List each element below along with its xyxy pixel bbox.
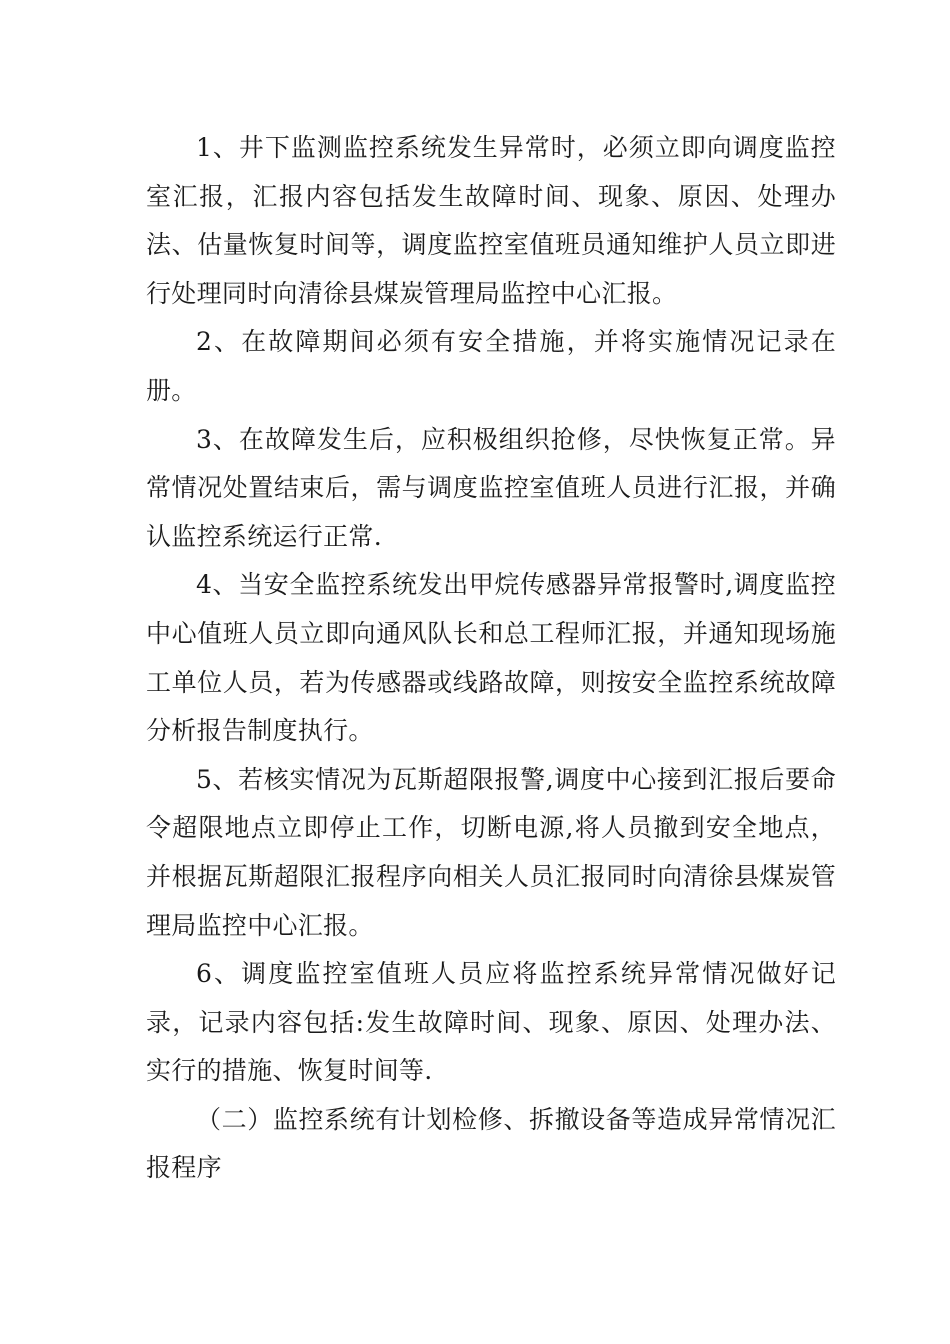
paragraph-item-2: 2、在故障期间必须有安全措施，并将实施情况记录在册。 <box>146 327 836 405</box>
section-heading: （二）监控系统有计划检修、拆撤设备等造成异常情况汇报程序 <box>146 1104 836 1183</box>
paragraph-item-6: 6、调度监控室值班人员应将监控系统异常情况做好记录，记录内容包括:发生故障时间、现象、原因、处理办法、实行的措施、恢复时间等. <box>146 959 836 1086</box>
paragraph-item-3: 3、在故障发生后，应积极组织抢修，尽快恢复正常。异常情况处置结束后，需与调度监控室值班人员进行汇报，并确认监控系统运行正常. <box>146 424 836 551</box>
document-body <box>146 124 836 1193</box>
paragraph-item-5: 5、若核实情况为瓦斯超限报警,调度中心接到汇报后要命令超限地点立即停止工作，切断电源,将人员撤到安全地点，并根据瓦斯超限汇报程序向相关人员汇报同时向清徐县煤炭管理局监控中心汇报。 <box>146 764 836 940</box>
paragraph-item-1: 1、井下监测监控系统发生异常时，必须立即向调度监控室汇报，汇报内容包括发生故障时间、现象、原因、处理办法、估量恢复时间等，调度监控室值班员通知维护人员立即进行处理同时向清徐县煤炭管理局监控中心汇报。 <box>146 133 836 308</box>
paragraph-item-4: 4、当安全监控系统发出甲烷传感器异常报警时,调度监控中心值班人员立即向通风队长和总工程师汇报，并通知现场施工单位人员，若为传感器或线路故障，则按安全监控系统故障分析报告制度执行。 <box>146 570 836 746</box>
